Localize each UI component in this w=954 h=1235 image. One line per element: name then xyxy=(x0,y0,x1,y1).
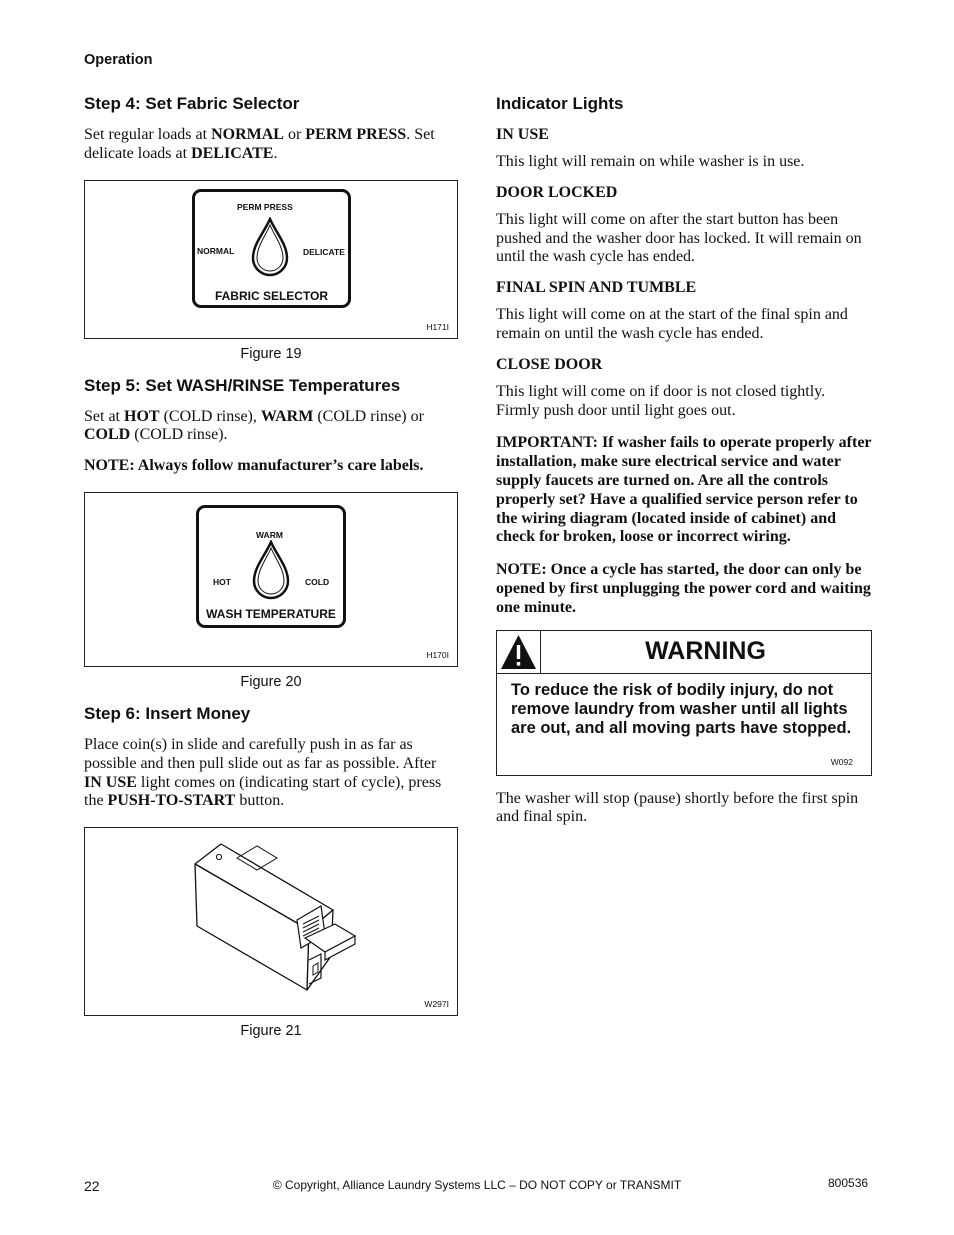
figure-code: H170I xyxy=(426,649,449,660)
door-note: NOTE: Once a cycle has started, the door can only be opened by first unplugging the power cord and waiting one minute. xyxy=(496,561,871,616)
figure-20 xyxy=(84,492,458,667)
copyright: © Copyright, Alliance Laundry Systems LLC – DO NOT COPY or TRANSMIT xyxy=(272,1178,682,1192)
step4-text: Set regular loads at NORMAL or PERM PRESS. Set delicate loads at DELICATE. xyxy=(84,126,435,162)
in-use-text: This light will remain on while washer is in use. xyxy=(496,153,805,170)
in-use-label: IN USE xyxy=(496,126,549,143)
warning-triangle-icon xyxy=(497,631,541,673)
section-label: Operation xyxy=(84,52,153,68)
important-notice: IMPORTANT: If washer fails to operate properly after installation, make sure electrical service and water supply faucets are turned on. Are all the controls properly set? Have a qualified service person refer to the wiring diagram (located inside of cabinet) and check for broken, loose or incorrect wiring. xyxy=(496,434,872,546)
figure-21-caption: Figure 21 xyxy=(240,1023,302,1040)
cold-label: COLD xyxy=(305,576,330,587)
figure-code: H171I xyxy=(426,321,449,332)
figure-21 xyxy=(84,827,458,1016)
warning-box xyxy=(496,630,872,776)
wash-temperature-dial xyxy=(196,505,346,628)
final-spin-text: This light will come on at the start of the final spin and remain on until the wash cycle has ended. xyxy=(496,306,848,342)
close-door-text: This light will come on if door is not closed tightly. Firmly push door until light goes out. xyxy=(496,382,826,419)
step4-heading: Step 4: Set Fabric Selector xyxy=(84,94,300,113)
close-door-label: CLOSE DOOR xyxy=(496,355,603,373)
warning-header xyxy=(497,631,871,674)
step6-heading: Step 6: Insert Money xyxy=(84,703,251,723)
final-spin-label: FINAL SPIN AND TUMBLE xyxy=(496,279,697,297)
fabric-selector-dial xyxy=(192,189,351,308)
step5-heading: Step 5: Set WASH/RINSE Temperatures xyxy=(84,375,401,395)
figure-19-caption: Figure 19 xyxy=(240,345,302,362)
step5-text: Set at HOT (COLD rinse), WARM (COLD rinse) or COLD (COLD rinse). xyxy=(84,407,424,444)
door-locked-label: DOOR LOCKED xyxy=(496,183,618,201)
wash-temperature-title: WASH TEMPERATURE xyxy=(206,606,336,621)
document-number: 800536 xyxy=(828,1176,869,1190)
door-locked-text: This light will come on after the start button has been pushed and the washer door has locked. It will remain on until the wash cycle has ended. xyxy=(496,210,862,266)
warm-label: WARM xyxy=(256,529,283,540)
indicator-lights-heading: Indicator Lights xyxy=(496,94,624,113)
care-label-note: NOTE: Always follow manufacturer’s care labels. xyxy=(84,457,424,475)
coin-slide-illustration xyxy=(185,838,365,998)
normal-label: NORMAL xyxy=(197,245,235,256)
knob-icon xyxy=(250,217,290,279)
knob-icon xyxy=(251,540,291,602)
closing-text: The washer will stop (pause) shortly before the first spin and final spin. xyxy=(496,789,859,826)
warning-title: WARNING xyxy=(645,636,766,665)
step6-text: Place coin(s) in slide and carefully push in as far as possible and then pull slide out as far as possible. After IN USE light comes on (indicating start of cycle), press the PUSH-TO-START button. xyxy=(84,735,442,810)
warning-code: W092 xyxy=(830,756,853,767)
page-number: 22 xyxy=(84,1178,100,1194)
hot-label: HOT xyxy=(213,576,231,587)
figure-20-caption: Figure 20 xyxy=(240,673,302,690)
delicate-label: DELICATE xyxy=(303,246,345,257)
figure-19 xyxy=(84,180,458,339)
left-column xyxy=(84,94,458,1053)
warning-text: To reduce the risk of bodily injury, do not remove laundry from washer until all lights are out, and all moving parts have stopped. xyxy=(511,680,852,737)
right-column xyxy=(496,94,872,839)
perm-press-label: PERM PRESS xyxy=(237,201,293,212)
figure-code: W297I xyxy=(424,999,449,1010)
fabric-selector-title: FABRIC SELECTOR xyxy=(214,288,329,303)
